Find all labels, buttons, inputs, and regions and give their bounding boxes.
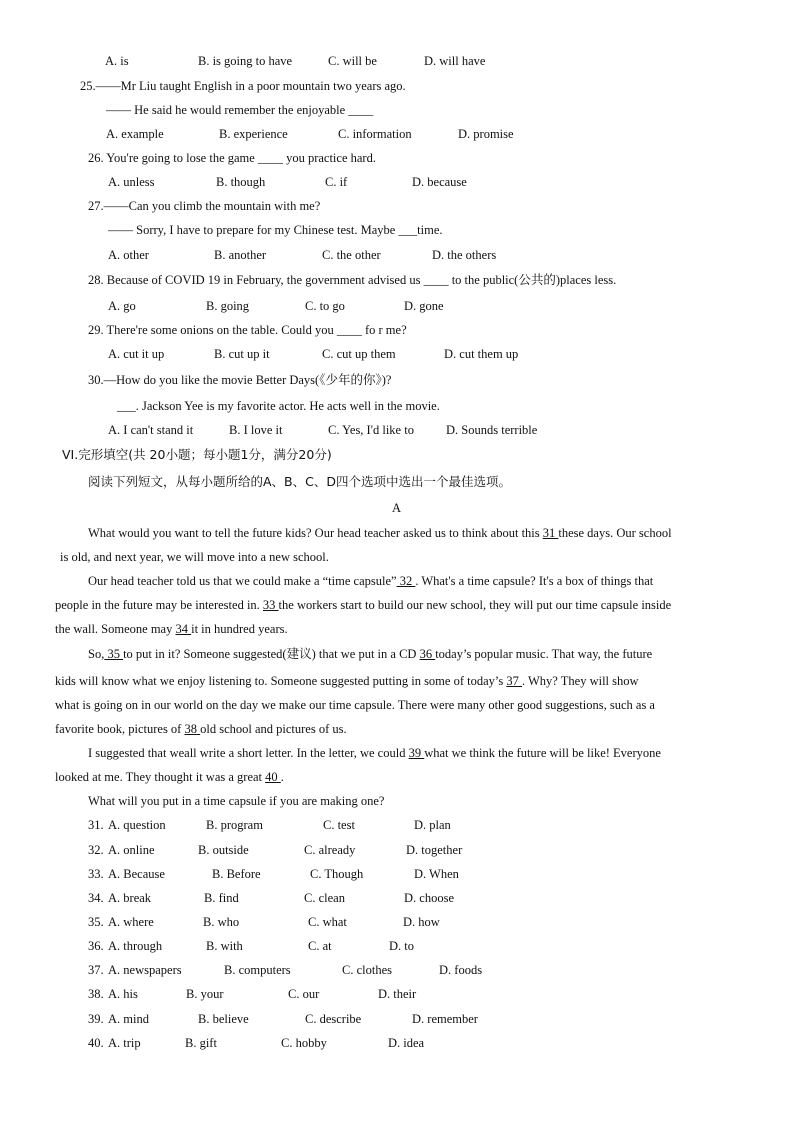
cloze-option-c: C. Though (310, 867, 364, 881)
q25-option-d: D. promise (458, 127, 514, 141)
q28-option-b: B. going (206, 299, 250, 313)
q27-option-d: D. the others (432, 248, 497, 262)
blank-35: 35 (104, 647, 124, 661)
q28-option-c: C. to go (305, 299, 345, 313)
blank-38: 38 (184, 722, 201, 736)
q24-option-d: D. will have (424, 54, 486, 68)
passage-text: it in hundred years. (191, 622, 288, 636)
cloze-option-a: A. online (108, 843, 155, 857)
q24-option-c: C. will be (328, 54, 377, 68)
blank-37: 37 (506, 674, 522, 688)
passage-text: favorite book, pictures of (55, 722, 185, 736)
passage-text: So, (88, 647, 105, 661)
q29-option-b: B. cut up it (214, 347, 270, 361)
q30-option-c: C. Yes, I'd like to (328, 423, 414, 437)
q29-option-a: A. cut it up (108, 347, 165, 361)
cloze-option-a: A. where (108, 915, 154, 929)
q27-option-b: B. another (214, 248, 267, 262)
cloze-option-d: D. to (389, 939, 414, 953)
cloze-option-c: C. hobby (281, 1036, 327, 1050)
passage-line (88, 745, 661, 761)
q28-option-d: D. gone (404, 299, 444, 313)
blank-34: 34 (175, 622, 192, 636)
cloze-option-c: C. at (308, 939, 332, 953)
passage-text: to put in it? Someone suggested(建议) that we put in a CD (123, 647, 420, 661)
passage-line: is old, and next year, we will move into a new school. (60, 550, 329, 564)
passage-text: the workers start to build our new school, they will put our time capsule inside (278, 598, 672, 612)
passage-line (88, 573, 653, 589)
cloze-num: 39. (88, 1012, 104, 1026)
blank-33: 33 (262, 598, 279, 612)
cloze-option-c: C. describe (305, 1012, 362, 1026)
q28-stem: 28. Because of COVID 19 in February, the government advised us ____ to the public(公共的)places less. (88, 273, 617, 287)
passage-text: I suggested that weall write a short letter. In the letter, we could (88, 746, 409, 760)
q28-option-a: A. go (108, 299, 136, 313)
q29-option-c: C. cut up them (322, 347, 396, 361)
cloze-option-c: C. already (304, 843, 356, 857)
q27-stem: 27.——Can you climb the mountain with me? (88, 199, 321, 213)
q25-option-b: B. experience (219, 127, 288, 141)
cloze-option-d: D. choose (404, 891, 454, 905)
q25-option-a: A. example (106, 127, 164, 141)
cloze-option-a: A. newspapers (108, 963, 182, 977)
passage-text: What would you want to tell the future kids? Our head teacher asked us to think about this (88, 526, 543, 540)
cloze-option-b: B. gift (185, 1036, 217, 1050)
cloze-option-d: D. idea (388, 1036, 425, 1050)
passage-line: What will you put in a time capsule if you are making one? (88, 794, 385, 808)
cloze-option-a: A. through (108, 939, 163, 953)
cloze-option-a: A. trip (108, 1036, 141, 1050)
q27-option-a: A. other (108, 248, 149, 262)
cloze-option-d: D. foods (439, 963, 483, 977)
passage-line (88, 646, 652, 662)
q29-option-d: D. cut them up (444, 347, 519, 361)
passage-text: . What's a time capsule? It's a box of things that (415, 574, 654, 588)
cloze-num: 36. (88, 939, 104, 953)
passage-text: old school and pictures of us. (200, 722, 347, 736)
q27-reply: —— Sorry, I have to prepare for my Chinese test. Maybe ___time. (108, 223, 443, 237)
q30-reply: ___. Jackson Yee is my favorite actor. He acts well in the movie. (117, 399, 440, 413)
passage-text: these days. Our school (558, 526, 672, 540)
cloze-option-a: A. break (108, 891, 152, 905)
cloze-num: 38. (88, 987, 104, 1001)
cloze-num: 33. (88, 867, 104, 881)
q29-stem: 29. There're some onions on the table. Could you ____ fo r me? (88, 323, 407, 337)
q30-stem: 30.—How do you like the movie Better Days(《少年的你》)? (88, 373, 392, 387)
cloze-num: 37. (88, 963, 104, 977)
passage-line (55, 769, 284, 785)
cloze-option-d: D. When (414, 867, 459, 881)
passage-text: the wall. Someone may (55, 622, 176, 636)
q25-option-c: C. information (338, 127, 412, 141)
q24-option-b: B. is going to have (198, 54, 293, 68)
q25-reply: —— He said he would remember the enjoyable ____ (106, 103, 374, 117)
cloze-option-b: B. find (204, 891, 239, 905)
cloze-option-b: B. Before (212, 867, 261, 881)
passage-text: looked at me. They thought it was a great (55, 770, 266, 784)
cloze-option-b: B. believe (198, 1012, 249, 1026)
cloze-num: 31. (88, 818, 104, 832)
cloze-option-b: B. with (206, 939, 243, 953)
cloze-option-a: A. question (108, 818, 166, 832)
q27-option-c: C. the other (322, 248, 381, 262)
passage-text: kids will know what we enjoy listening to. Someone suggested putting in some of today’s (55, 674, 507, 688)
blank-40: 40 (265, 770, 281, 784)
q25-stem: 25.——Mr Liu taught English in a poor mountain two years ago. (80, 79, 406, 93)
passage-label: A (391, 501, 402, 515)
cloze-num: 35. (88, 915, 104, 929)
blank-32: 32 (396, 574, 416, 588)
q30-option-d: D. Sounds terrible (446, 423, 538, 437)
cloze-option-a: A. his (108, 987, 138, 1001)
cloze-num: 40. (88, 1036, 104, 1050)
cloze-option-d: D. together (406, 843, 463, 857)
cloze-option-c: C. clean (304, 891, 345, 905)
passage-text: . Why? They will show (521, 674, 639, 688)
passage-line (55, 673, 639, 689)
q26-option-a: A. unless (108, 175, 155, 189)
passage-line (55, 597, 671, 613)
cloze-option-c: C. our (288, 987, 320, 1001)
passage-line (55, 621, 288, 637)
cloze-option-d: D. their (378, 987, 417, 1001)
passage-text: people in the future may be interested in. (55, 598, 263, 612)
cloze-option-d: D. remember (412, 1012, 478, 1026)
blank-31: 31 (542, 526, 559, 540)
cloze-option-c: C. what (308, 915, 347, 929)
cloze-option-b: B. computers (224, 963, 291, 977)
passage-line (55, 721, 347, 737)
section-instruction: 阅读下列短文，从每小题所给的A、B、C、D四个选项中选出一个最佳选项。 (88, 474, 511, 489)
section-title: VI.完形填空(共 20小题；每小题1分，满分20分) (62, 447, 332, 462)
cloze-num: 34. (88, 891, 104, 905)
passage-text: what we think the future will be like! Everyone (424, 746, 661, 760)
cloze-num: 32. (88, 843, 104, 857)
passage-line (88, 525, 672, 541)
q26-stem: 26. You're going to lose the game ____ you practice hard. (88, 151, 376, 165)
q30-option-a: A. I can't stand it (108, 423, 194, 437)
cloze-option-b: B. outside (198, 843, 249, 857)
q24-option-a: A. is (105, 54, 129, 68)
q30-option-b: B. I love it (229, 423, 283, 437)
cloze-option-a: A. mind (108, 1012, 149, 1026)
cloze-option-c: C. clothes (342, 963, 392, 977)
passage-line: what is going on in our world on the day we make our time capsule. There were many other good suggestions, such as a (55, 698, 655, 712)
cloze-option-b: B. who (203, 915, 240, 929)
q26-option-b: B. though (216, 175, 266, 189)
cloze-option-c: C. test (323, 818, 355, 832)
cloze-option-a: A. Because (108, 867, 165, 881)
cloze-option-b: B. your (186, 987, 224, 1001)
passage-text: today’s popular music. That way, the future (435, 647, 653, 661)
cloze-option-b: B. program (206, 818, 263, 832)
blank-39: 39 (408, 746, 425, 760)
q26-option-c: C. if (325, 175, 348, 189)
cloze-option-d: D. how (403, 915, 440, 929)
blank-36: 36 (419, 647, 436, 661)
passage-text: . (280, 770, 284, 784)
q26-option-d: D. because (412, 175, 467, 189)
cloze-option-d: D. plan (414, 818, 451, 832)
passage-text: Our head teacher told us that we could make a “time capsule” (88, 574, 397, 588)
